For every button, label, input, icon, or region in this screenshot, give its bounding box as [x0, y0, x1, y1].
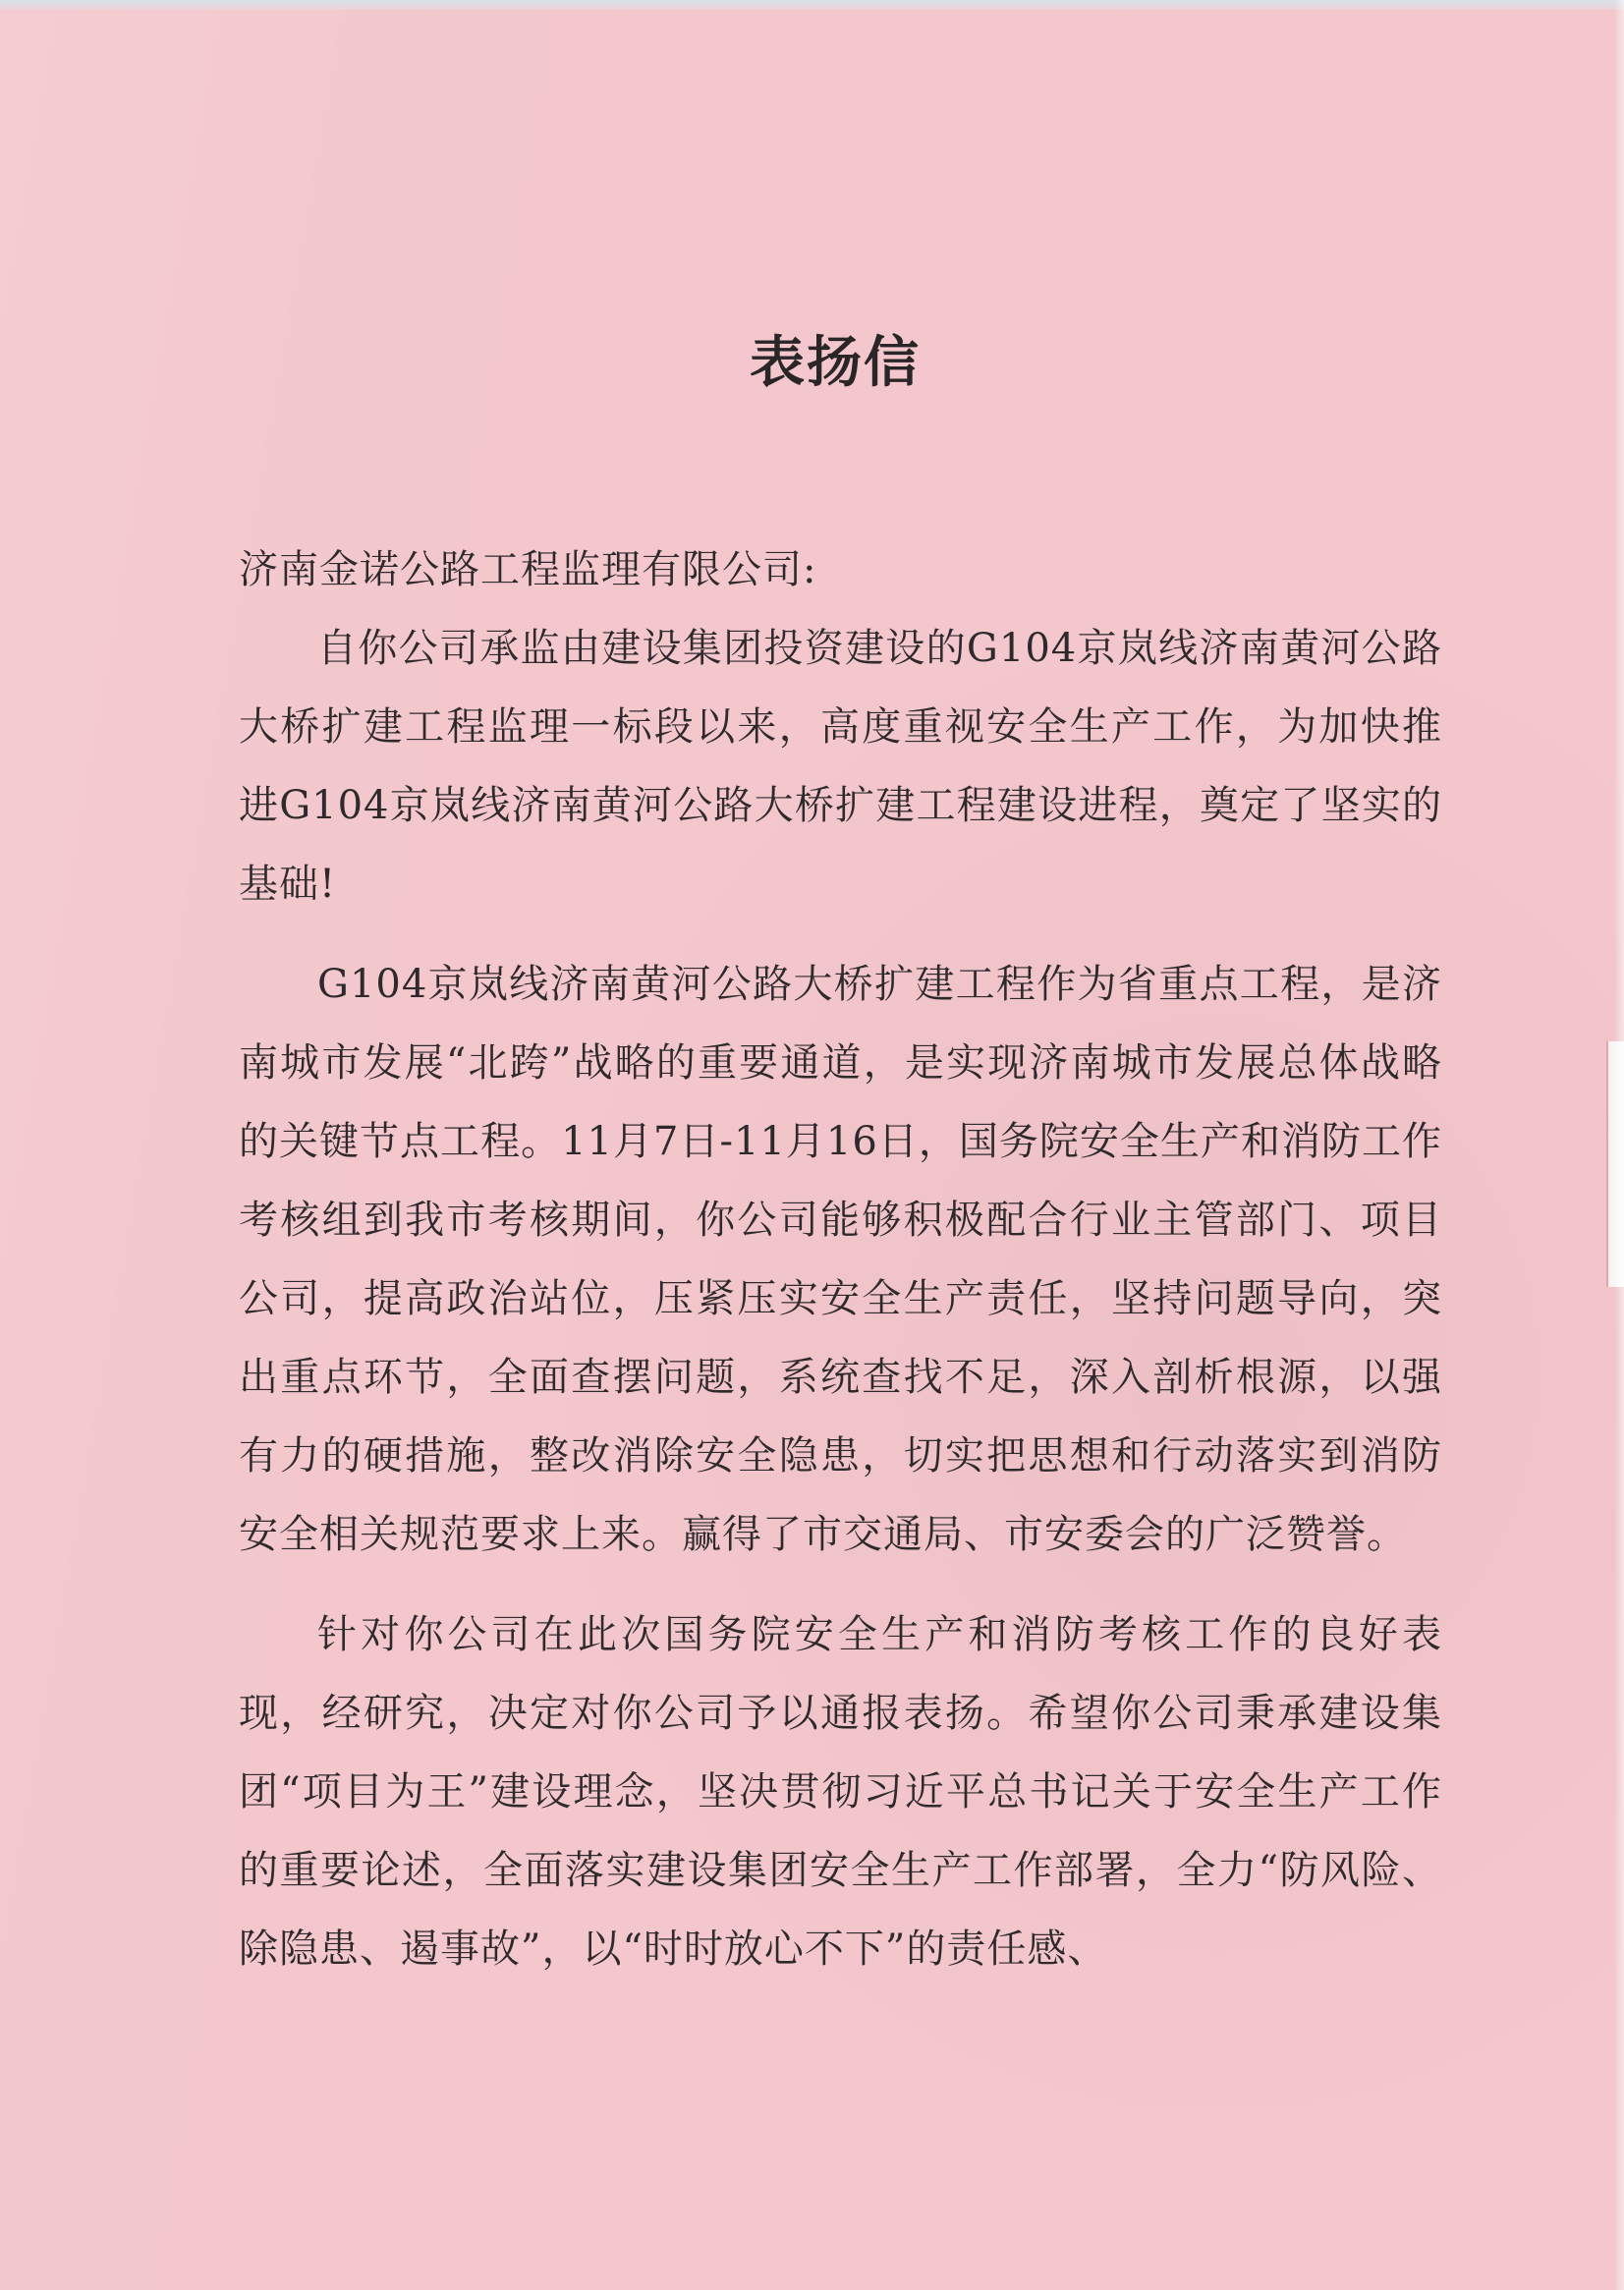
adjacent-sheet-edge [1606, 1041, 1624, 1287]
paragraph-1: 自你公司承监由建设集团投资建设的G104京岚线济南黄河公路大桥扩建工程监理一标段以来，高度重视安全生产工作，为加快推进G104京岚线济南黄河公路大桥扩建工程建设进程，奠定了坚实的基础! [239, 626, 1442, 907]
paper-top-edge [0, 0, 1624, 10]
paragraph-3: 针对你公司在此次国务院安全生产和消防考核工作的良好表现，经研究，决定对你公司予以通报表扬。希望你公司秉承建设集团“项目为王”建设理念，坚决贯彻习近平总书记关于安全生产工作的重要论述，全面落实建设集团安全生产工作部署，全力“防风险、除隐患、遏事故”，以“时时放心不下”的责任感、 [239, 1612, 1442, 1972]
letter-title: 表扬信 [750, 330, 921, 395]
paragraph-2: G104京岚线济南黄河公路大桥扩建工程作为省重点工程，是济南城市发展“北跨”战略的重要通道，是实现济南城市发展总体战略的关键节点工程。11月7日-11月16日，国务院安全生产和消防工作考核组到我市考核期间，你公司能够积极配合行业主管部门、项目公司，提高政治站位，压紧压实安全生产责任，坚持问题导向，突出重点环节，全面查摆问题，系统查找不足，深入剖析根源，以强有力的硬措施，整改消除安全隐患，切实把思想和行动落实到消防安全相关规范要求上来。赢得了市交通局、市安委会的广泛赞誉。 [239, 962, 1442, 1557]
letter-body [239, 531, 1442, 1988]
salutation: 济南金诺公路工程监理有限公司: [239, 547, 817, 592]
